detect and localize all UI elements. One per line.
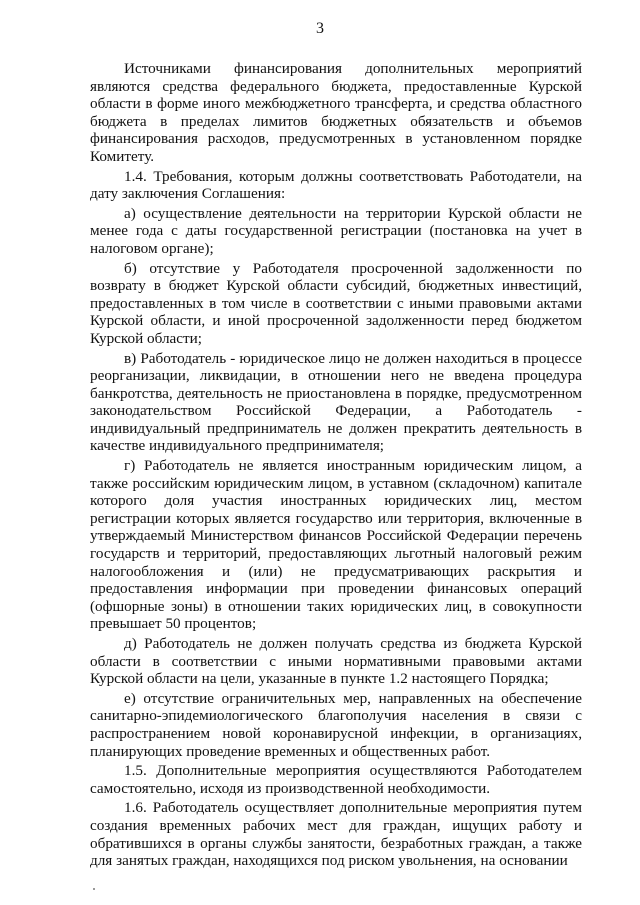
paragraph-1-6: 1.6. Работодатель осуществляет дополнительные мероприятия путем создания временных рабочих мест для граждан, ищущих работу и обратившихся в органы службы занятости, безработных граждан, а также для занятых граждан, находящихся под риском увольнения, на основании bbox=[90, 799, 582, 870]
page-number: 3 bbox=[316, 20, 324, 37]
body-text bbox=[90, 60, 582, 872]
paragraph-1-5: 1.5. Дополнительные мероприятия осуществляются Работодателем самостоятельно, исходя из производственной необходимости. bbox=[90, 762, 582, 797]
scan-speck bbox=[93, 888, 95, 890]
paragraph-1-4-requirements: 1.4. Требования, которым должны соответствовать Работодатели, на дату заключения Соглашения: bbox=[90, 167, 582, 203]
paragraph-d: д) Работодатель не должен получать средства из бюджета Курской области в соответствии с иными нормативными правовыми актами Курской области на цели, указанные в пункте 1.2 настоящего Порядка; bbox=[90, 635, 582, 688]
paragraph-a: а) осуществление деятельности на территории Курской области не менее года с даты государственной регистрации (постановка на учет в налоговом органе); bbox=[90, 204, 582, 257]
paragraph-e: е) отсутствие ограничительных мер, направленных на обеспечение санитарно-эпидемиологического благополучия населения в связи с распространением новой коронавирусной инфекции, в организациях, планирующих проведение временных и общественных работ. bbox=[90, 689, 582, 760]
paragraph-b: б) отсутствие у Работодателя просроченной задолженности по возврату в бюджет Курской области субсидий, бюджетных инвестиций, предоставленных в том числе в соответствии с иными правовыми актами Курской области, и иной просроченной задолженности перед бюджетом Курской области; bbox=[90, 259, 582, 347]
paragraph-g: г) Работодатель не является иностранным юридическим лицом, а также российским юридическим лицом, в уставном (складочном) капитале которого доля участия иностранных юридических лиц, местом регистрации которых является государство или территория, включенные в утверждаемый Министерством финансов Российской Федерации перечень государств и территорий, предоставляющих льготный налоговый режим налогообложения и (или) не предусматривающих раскрытия и предоставления информации при проведении финансовых операций (офшорные зоны) в отношении таких юридических лиц, в совокупности превышает 50 процентов; bbox=[90, 457, 582, 633]
paragraph-financing-sources: Источниками финансирования дополнительных мероприятий являются средства федерального бюджета, предоставленные Курской области в форме иного межбюджетного трансферта, и средства областного бюджета в пределах лимитов бюджетных обязательств и объемов финансирования расходов, предусмотренных в установленном порядке Комитету. bbox=[90, 60, 582, 165]
paragraph-v: в) Работодатель - юридическое лицо не должен находиться в процессе реорганизации, ликвидации, в отношении него не введена процедура банкротства, деятельность не приостановлена в порядке, предусмотренном законодательством Российской Федерации, а Работодатель - индивидуальный предприниматель не должен прекратить деятельность в качестве индивидуального предпринимателя; bbox=[90, 349, 582, 455]
